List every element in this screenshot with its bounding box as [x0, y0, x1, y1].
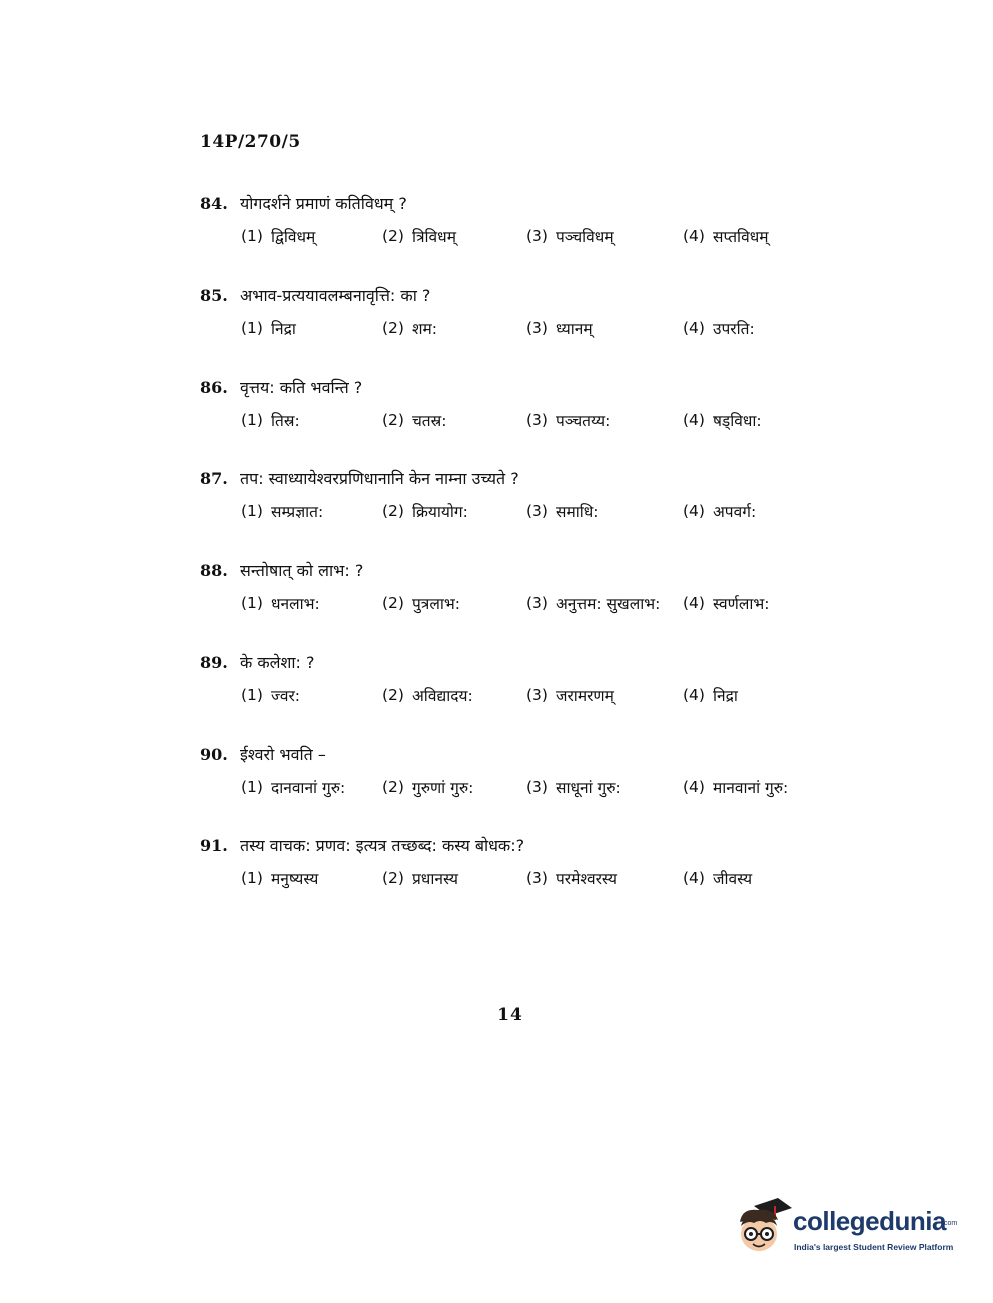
question-text: के कलेशा: ?	[240, 653, 315, 672]
option-4: (4) षड्विधा:	[683, 411, 762, 430]
option-3: (3) समाधि:	[526, 502, 599, 521]
collegedunia-watermark	[734, 1196, 964, 1266]
option-1: (1) सम्प्रज्ञात:	[241, 502, 324, 521]
question-number: 84.	[200, 193, 228, 213]
question-text: सन्तोषात् को लाभ: ?	[240, 561, 364, 580]
option-2: (2) चतस्र:	[382, 411, 447, 430]
option-3: (3) अनुत्तम: सुखलाभ:	[526, 594, 661, 613]
option-2: (2) पुत्रलाभ:	[382, 594, 460, 613]
question-number: 86.	[200, 377, 228, 397]
option-2: (2) प्रधानस्य	[382, 869, 458, 888]
option-4: (4) सप्तविधम्	[683, 227, 769, 246]
question-text: ईश्वरो भवति –	[240, 745, 326, 764]
option-4: (4) अपवर्ग:	[683, 502, 757, 521]
option-1: (1) मनुष्यस्य	[241, 869, 319, 888]
options-row	[200, 496, 840, 526]
question-number: 87.	[200, 468, 228, 488]
option-2: (2) शम:	[382, 319, 438, 338]
question-number: 85.	[200, 285, 228, 305]
options-row	[200, 405, 840, 435]
option-2: (2) क्रियायोग:	[382, 502, 468, 521]
options-row	[200, 313, 840, 343]
question-number: 89.	[200, 652, 228, 672]
options-row	[200, 863, 840, 893]
question-number: 91.	[200, 835, 228, 855]
question-number: 88.	[200, 560, 228, 580]
option-2: (2) गुरुणां गुरु:	[382, 778, 474, 797]
option-3: (3) साधूनां गुरु:	[526, 778, 621, 797]
question-87	[200, 463, 840, 526]
question-91	[200, 830, 840, 893]
brand-domain: .com	[942, 1220, 958, 1227]
option-4: (4) उपरति:	[683, 319, 755, 338]
option-1: (1) धनलाभ:	[241, 594, 320, 613]
option-4: (4) जीवस्य	[683, 869, 753, 888]
option-4: (4) निद्रा	[683, 686, 738, 705]
paper-code: 14P/270/5	[200, 132, 301, 152]
option-3: (3) ध्यानम्	[526, 319, 593, 338]
option-3: (3) पञ्चविधम्	[526, 227, 614, 246]
question-88	[200, 555, 840, 618]
question-86	[200, 372, 840, 435]
question-text: अभाव-प्रत्ययावलम्बनावृत्ति: का ?	[240, 286, 431, 305]
question-89	[200, 647, 840, 710]
question-text: वृत्तय: कति भवन्ति ?	[240, 378, 363, 397]
option-4: (4) स्वर्णलाभ:	[683, 594, 770, 613]
option-3: (3) पञ्चतय्य:	[526, 411, 611, 430]
option-1: (1) तिस्र:	[241, 411, 300, 430]
brand-tagline: India's largest Student Review Platform	[794, 1242, 954, 1252]
question-84	[200, 188, 840, 251]
mascot-icon	[734, 1196, 792, 1262]
option-2: (2) अविद्यादय:	[382, 686, 473, 705]
question-text: तप: स्वाध्यायेश्वरप्रणिधानानि केन नाम्ना उच्यते ?	[240, 469, 519, 488]
question-number: 90.	[200, 744, 228, 764]
brand-name: collegedunia	[793, 1206, 946, 1236]
option-2: (2) त्रिविधम्	[382, 227, 456, 246]
page-number: 14	[497, 1005, 523, 1025]
option-3: (3) परमेश्वरस्य	[526, 869, 617, 888]
options-row	[200, 772, 840, 802]
option-1: (1) ज्वर:	[241, 686, 301, 705]
option-4: (4) मानवानां गुरु:	[683, 778, 789, 797]
question-text: योगदर्शने प्रमाणं कतिविधम् ?	[240, 194, 407, 213]
options-row	[200, 588, 840, 618]
option-1: (1) निद्रा	[241, 319, 296, 338]
option-1: (1) दानवानां गुरु:	[241, 778, 346, 797]
option-1: (1) द्विविधम्	[241, 227, 316, 246]
question-85	[200, 280, 840, 343]
option-3: (3) जरामरणम्	[526, 686, 614, 705]
question-text: तस्य वाचक: प्रणव: इत्यत्र तच्छब्द: कस्य बोधक:?	[240, 836, 525, 855]
options-row	[200, 221, 840, 251]
question-90	[200, 739, 840, 802]
options-row	[200, 680, 840, 710]
